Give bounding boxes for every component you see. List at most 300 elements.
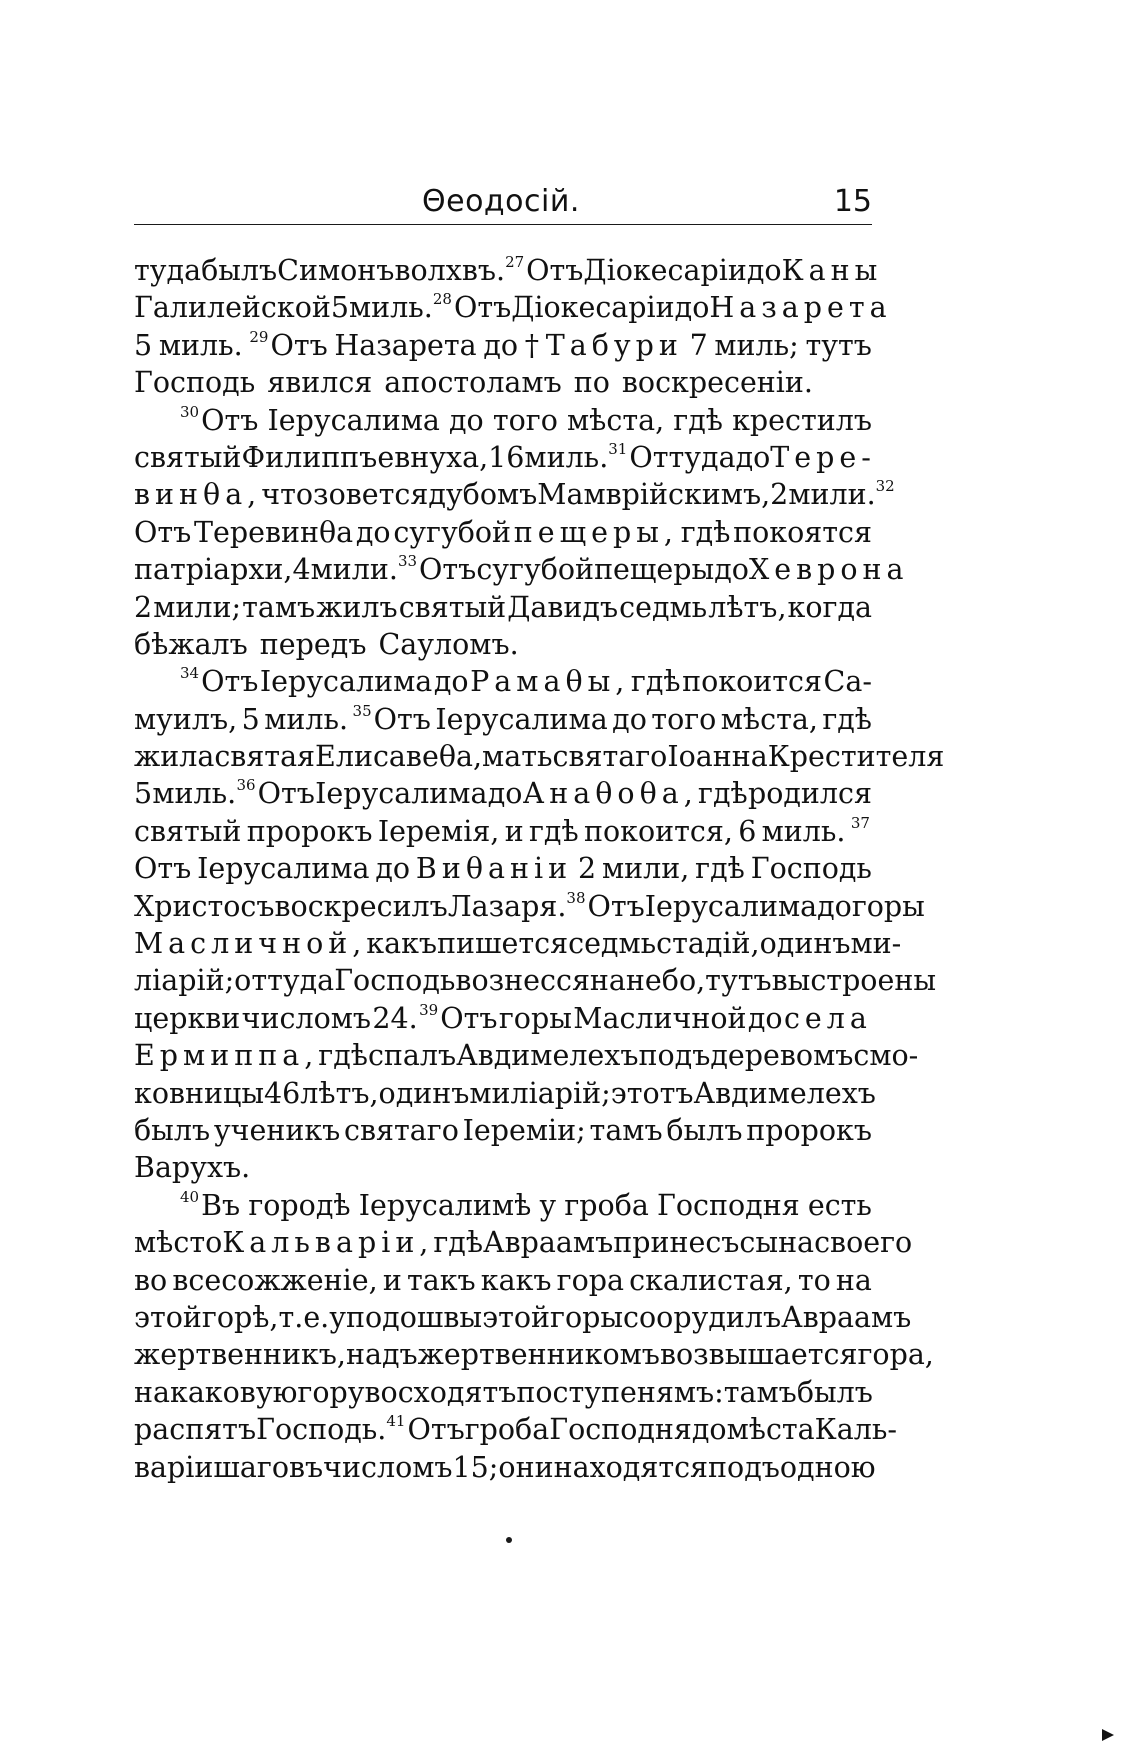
- word: [524, 439, 608, 476]
- word: [134, 551, 292, 588]
- word: [481, 1262, 552, 1299]
- text-line: [134, 289, 892, 326]
- word-text: они: [498, 1450, 554, 1484]
- word: [629, 1262, 793, 1299]
- word-text: до: [449, 403, 484, 437]
- spaced-word-text: винθа,: [134, 478, 262, 512]
- word-text: ступенямъ:: [552, 1375, 724, 1409]
- word-text: Каль-: [814, 1413, 897, 1447]
- text-line: [134, 663, 872, 700]
- spaced-word-text: Каны: [781, 254, 883, 287]
- word: [134, 813, 241, 850]
- word-text: миль;: [714, 328, 799, 362]
- word: [159, 327, 243, 364]
- text-line: [134, 551, 909, 588]
- text-line: [134, 738, 945, 775]
- word-text: святый: [398, 590, 507, 624]
- text-line: [134, 327, 872, 364]
- spaced-word-text: Ермиппа,: [134, 1039, 319, 1073]
- word-text: горѣ,: [201, 1300, 279, 1334]
- text-line: [134, 850, 872, 887]
- word: [511, 289, 674, 326]
- word-text: Отъ: [526, 254, 584, 287]
- word-text: былъ: [201, 254, 278, 287]
- word-text: 7: [689, 328, 708, 362]
- word-text: каковую: [170, 1375, 298, 1409]
- word: [134, 850, 191, 887]
- word: [256, 1411, 386, 1448]
- verse-number: 32: [875, 477, 895, 496]
- word: [768, 738, 945, 775]
- word-text: до: [612, 702, 647, 736]
- word: [762, 813, 846, 850]
- word-text: Іереміи;: [462, 1113, 586, 1147]
- word-text: миль.: [264, 702, 349, 736]
- text-line: [134, 1262, 872, 1299]
- word-text: Господь.: [256, 1413, 387, 1447]
- word: [564, 1187, 648, 1224]
- word: [817, 888, 852, 925]
- word-text: Теревинθа: [193, 515, 354, 549]
- word-text: до: [817, 889, 852, 923]
- word: [550, 1299, 623, 1336]
- word: [213, 1449, 323, 1486]
- word: [681, 514, 731, 551]
- word-text: распятъ: [134, 1413, 257, 1447]
- text-line: [134, 1037, 919, 1074]
- word: [267, 364, 372, 401]
- word: [311, 551, 398, 588]
- word-text: подошвы: [346, 1300, 483, 1334]
- word-text: что: [261, 478, 314, 512]
- word: [297, 1374, 364, 1411]
- word-text: мѣсто: [134, 1226, 223, 1260]
- word-text: Христосъ: [134, 889, 275, 923]
- text-line: [134, 402, 872, 439]
- text-line: [134, 1149, 872, 1186]
- word-text: одинъ: [759, 927, 851, 961]
- word: [435, 701, 607, 738]
- word-text: до: [375, 852, 411, 886]
- word: [814, 1224, 912, 1261]
- word-text: этой: [134, 1300, 202, 1334]
- word-text: покоятся: [733, 515, 872, 549]
- word: [222, 1224, 433, 1261]
- word: [748, 775, 872, 812]
- text-line: [134, 1000, 872, 1037]
- word: [732, 402, 872, 439]
- word: [857, 1336, 933, 1373]
- word: [651, 701, 716, 738]
- word-text: лѣтъ,: [708, 590, 787, 624]
- word: [349, 289, 433, 326]
- word: [836, 1262, 872, 1299]
- word: [134, 439, 241, 476]
- text-line: [134, 1411, 897, 1448]
- word-text: седмь: [568, 927, 657, 961]
- text-line: [134, 1374, 872, 1411]
- word: [483, 327, 518, 364]
- word-text: до: [355, 515, 391, 549]
- word-text: 16: [488, 440, 525, 474]
- word-text: у: [329, 1300, 347, 1334]
- word: [346, 1336, 418, 1373]
- spaced-word-text: Виθаніи: [415, 852, 573, 886]
- word-text: 46: [264, 1076, 301, 1110]
- word-text: до: [674, 291, 710, 325]
- word: [482, 1299, 550, 1336]
- word: [268, 402, 440, 439]
- word: [549, 1411, 692, 1448]
- word: [784, 1000, 872, 1037]
- word: [275, 888, 448, 925]
- word: [242, 701, 260, 738]
- word: [708, 1449, 780, 1486]
- word-text: до: [714, 553, 749, 587]
- word: [613, 1224, 739, 1261]
- word-text: до: [747, 1001, 783, 1035]
- word-text: принесъ: [613, 1226, 740, 1260]
- text-line: [134, 775, 872, 812]
- word: [465, 1411, 549, 1448]
- text-line: [134, 813, 872, 850]
- word-text: того: [492, 403, 558, 437]
- word: [505, 252, 583, 289]
- word: [134, 1449, 213, 1486]
- word: [733, 514, 872, 551]
- word-text: надъ: [346, 1338, 418, 1372]
- word-text: на: [589, 964, 626, 998]
- word: [264, 701, 348, 738]
- word: [134, 1336, 346, 1373]
- spaced-word-text: Назарета: [709, 291, 892, 325]
- word: [739, 1224, 814, 1261]
- text-line: [134, 1187, 872, 1224]
- word: [590, 1112, 663, 1149]
- text-line: [134, 1449, 876, 1486]
- word: [375, 850, 410, 887]
- word: [134, 1000, 240, 1037]
- word: [242, 1000, 371, 1037]
- word-text: Отъ: [257, 777, 315, 811]
- word-text: мѣста: [726, 1413, 815, 1447]
- word: [463, 1112, 586, 1149]
- word: [134, 1411, 256, 1448]
- word-text: †: [524, 328, 540, 362]
- word: [372, 1000, 417, 1037]
- text-line: [134, 589, 872, 626]
- word-text: 5: [241, 702, 260, 736]
- word: [612, 701, 647, 738]
- word-text: деревомъ: [710, 1039, 854, 1073]
- word-text: святая: [214, 740, 316, 774]
- word: [346, 1299, 482, 1336]
- word-text: горы: [498, 1001, 572, 1035]
- word: [574, 364, 610, 401]
- word-text: по: [573, 366, 610, 400]
- word-text: пишется: [437, 927, 569, 961]
- word: [523, 775, 698, 812]
- word: [851, 813, 872, 850]
- word: [134, 701, 237, 738]
- word: [567, 402, 664, 439]
- word-text: 24.: [372, 1001, 418, 1035]
- text-line: [134, 925, 902, 962]
- word-text: муилъ,: [134, 702, 238, 736]
- word-text: 2: [134, 590, 153, 624]
- spaced-word-text: Кальваріи,: [222, 1226, 434, 1260]
- word: [249, 327, 327, 364]
- word: [622, 364, 813, 401]
- word: [566, 888, 644, 925]
- word-text: былъ: [796, 1375, 873, 1409]
- word-text: ковницы: [134, 1076, 265, 1110]
- word: [365, 1374, 517, 1411]
- word: [134, 327, 152, 364]
- verse-number: 28: [432, 290, 452, 309]
- word-text: у: [539, 1188, 557, 1222]
- word: [594, 551, 714, 588]
- word: [172, 1262, 377, 1299]
- word-text: тутъ: [805, 328, 872, 362]
- text-line: [134, 1224, 913, 1261]
- word: [738, 813, 756, 850]
- word-text: мать: [482, 740, 553, 774]
- word-text: гору: [297, 1375, 365, 1409]
- word: [724, 1374, 797, 1411]
- word: [850, 925, 901, 962]
- spaced-word-text: Масличной,: [134, 927, 367, 961]
- word-text: гдѣ: [529, 814, 579, 848]
- word: [815, 1411, 897, 1448]
- word: [808, 1187, 872, 1224]
- word-text: сугубой: [476, 553, 595, 587]
- word: [153, 589, 241, 626]
- word: [748, 1000, 783, 1037]
- word: [578, 850, 596, 887]
- word: [134, 476, 261, 513]
- word-text: Филиппъ: [241, 440, 378, 474]
- running-title: Θеодосій.: [422, 184, 580, 219]
- word-text: Отъ: [587, 889, 645, 923]
- word-text: мили;: [153, 590, 242, 624]
- word-text: до: [487, 777, 523, 811]
- word-text: Авраамъ: [483, 1226, 614, 1260]
- word: [493, 402, 558, 439]
- word: [152, 775, 236, 812]
- word-text: Симонъ: [277, 254, 395, 287]
- word-text: Оттуда: [629, 440, 736, 474]
- word: [456, 1037, 638, 1074]
- word: [499, 1000, 572, 1037]
- word-text: святаго: [552, 740, 668, 774]
- word-text: Господь: [334, 964, 456, 998]
- word: [660, 1336, 858, 1373]
- word: [666, 1112, 742, 1149]
- word-text: на: [835, 1263, 872, 1297]
- word: [695, 850, 745, 887]
- word: [134, 514, 191, 551]
- word: [573, 1000, 746, 1037]
- word: [292, 551, 310, 588]
- word: [134, 1224, 222, 1261]
- word: [300, 1075, 378, 1112]
- word: [673, 402, 723, 439]
- word-text: гдѣ: [318, 1039, 368, 1073]
- word-text: тутъ: [705, 964, 772, 998]
- word: [798, 1262, 831, 1299]
- word: [455, 962, 590, 999]
- word: [557, 1262, 624, 1299]
- word-text: Отъ: [373, 702, 431, 736]
- word: [770, 476, 788, 513]
- word-text: миліарій;: [469, 1076, 611, 1110]
- word: [134, 252, 201, 289]
- word: [419, 1000, 497, 1037]
- word-text: возвышается: [659, 1338, 858, 1372]
- word-text: 2: [577, 852, 597, 886]
- word-text: есть: [807, 1188, 872, 1222]
- word: [824, 663, 872, 700]
- word: [714, 327, 798, 364]
- word: [368, 1037, 456, 1074]
- word-text: евнуха,: [377, 440, 489, 474]
- word-text: какъ: [480, 1263, 552, 1297]
- word: [394, 252, 505, 289]
- word-text: гроба: [564, 1188, 649, 1222]
- word-text: до: [433, 665, 469, 699]
- word: [366, 925, 437, 962]
- word-text: сугубой: [393, 515, 512, 549]
- word-text: жила: [134, 740, 215, 774]
- text-line: [134, 364, 872, 401]
- verse-number: 36: [236, 776, 256, 795]
- word-text: Іерусалимѣ: [358, 1188, 532, 1222]
- word: [853, 1037, 918, 1074]
- word: [313, 476, 428, 513]
- word: [760, 925, 851, 962]
- word: [134, 1374, 170, 1411]
- word-text: горы: [851, 889, 925, 923]
- word: [277, 252, 394, 289]
- word: [710, 1037, 853, 1074]
- word: [134, 1299, 202, 1336]
- word-text: Отъ: [419, 553, 477, 587]
- word-text: Іерусалима: [644, 889, 818, 923]
- word-text: шаговъ: [213, 1450, 324, 1484]
- word-text: Масличной: [573, 1001, 747, 1035]
- word: [876, 476, 897, 513]
- word: [529, 813, 579, 850]
- word-text: 2: [770, 478, 789, 512]
- word: [516, 1374, 552, 1411]
- word: [353, 701, 431, 738]
- word-text: пещеры: [594, 553, 715, 587]
- word: [751, 850, 872, 887]
- word-text: на: [134, 1375, 170, 1409]
- text-line: [134, 888, 925, 925]
- word: [418, 1336, 660, 1373]
- word: [334, 962, 455, 999]
- word-text: Сауломъ.: [378, 627, 519, 661]
- word: [234, 962, 334, 999]
- word: [264, 1075, 300, 1112]
- word-text: апостоламъ: [384, 366, 562, 400]
- word-text: явился: [267, 366, 373, 400]
- word: [134, 589, 152, 626]
- word-text: тамъ: [242, 590, 316, 624]
- word-text: находятся: [553, 1450, 709, 1484]
- word: [378, 813, 500, 850]
- word: [180, 402, 258, 439]
- word-text: Отъ: [407, 1413, 465, 1447]
- word: [525, 327, 539, 364]
- word-text: 5: [330, 291, 349, 325]
- word: [788, 589, 872, 626]
- word: [399, 589, 506, 626]
- word: [822, 701, 872, 738]
- word-text: во: [134, 1263, 168, 1297]
- word-text: 5: [134, 328, 153, 362]
- text-line: [134, 514, 872, 551]
- word-text: Давидъ: [507, 590, 619, 624]
- word-text: крестилъ: [732, 403, 872, 437]
- spaced-word-text: села: [783, 1001, 872, 1035]
- word: [356, 514, 391, 551]
- word: [721, 701, 818, 738]
- word: [645, 888, 817, 925]
- word: [383, 1262, 402, 1299]
- word-text: гроба: [464, 1413, 550, 1447]
- word: [134, 888, 275, 925]
- word: [709, 289, 891, 326]
- word: [242, 589, 315, 626]
- verse-number: 41: [386, 1412, 406, 1431]
- word: [134, 1075, 264, 1112]
- word: [393, 514, 511, 551]
- word-text: вознесся: [455, 964, 590, 998]
- word-text: гдѣ: [433, 1226, 484, 1260]
- word: [539, 1187, 556, 1224]
- word-text: гдѣ: [822, 702, 872, 736]
- word-text: Варухъ.: [134, 1151, 251, 1185]
- word-text: былъ: [134, 1113, 211, 1147]
- word: [623, 1299, 781, 1336]
- word: [247, 813, 373, 850]
- text-line: [134, 252, 883, 289]
- word: [303, 1299, 329, 1336]
- word-text: покоится,: [583, 814, 733, 848]
- word: [611, 1075, 694, 1112]
- word: [170, 1374, 297, 1411]
- word: [749, 551, 909, 588]
- verse-number: 33: [397, 552, 418, 571]
- word-text: по: [516, 1375, 553, 1409]
- text-line: [134, 962, 937, 999]
- word: [554, 1449, 708, 1486]
- word: [334, 327, 476, 364]
- word-text: этой: [482, 1300, 551, 1334]
- text-line: [134, 701, 872, 738]
- word: [639, 1037, 711, 1074]
- word: [378, 626, 518, 663]
- word-text: Діокесаріи: [583, 254, 747, 287]
- body-text: [134, 252, 945, 1486]
- word: [248, 1187, 350, 1224]
- word-text: и: [382, 1263, 402, 1297]
- word: [583, 252, 746, 289]
- word-text: то: [797, 1263, 831, 1297]
